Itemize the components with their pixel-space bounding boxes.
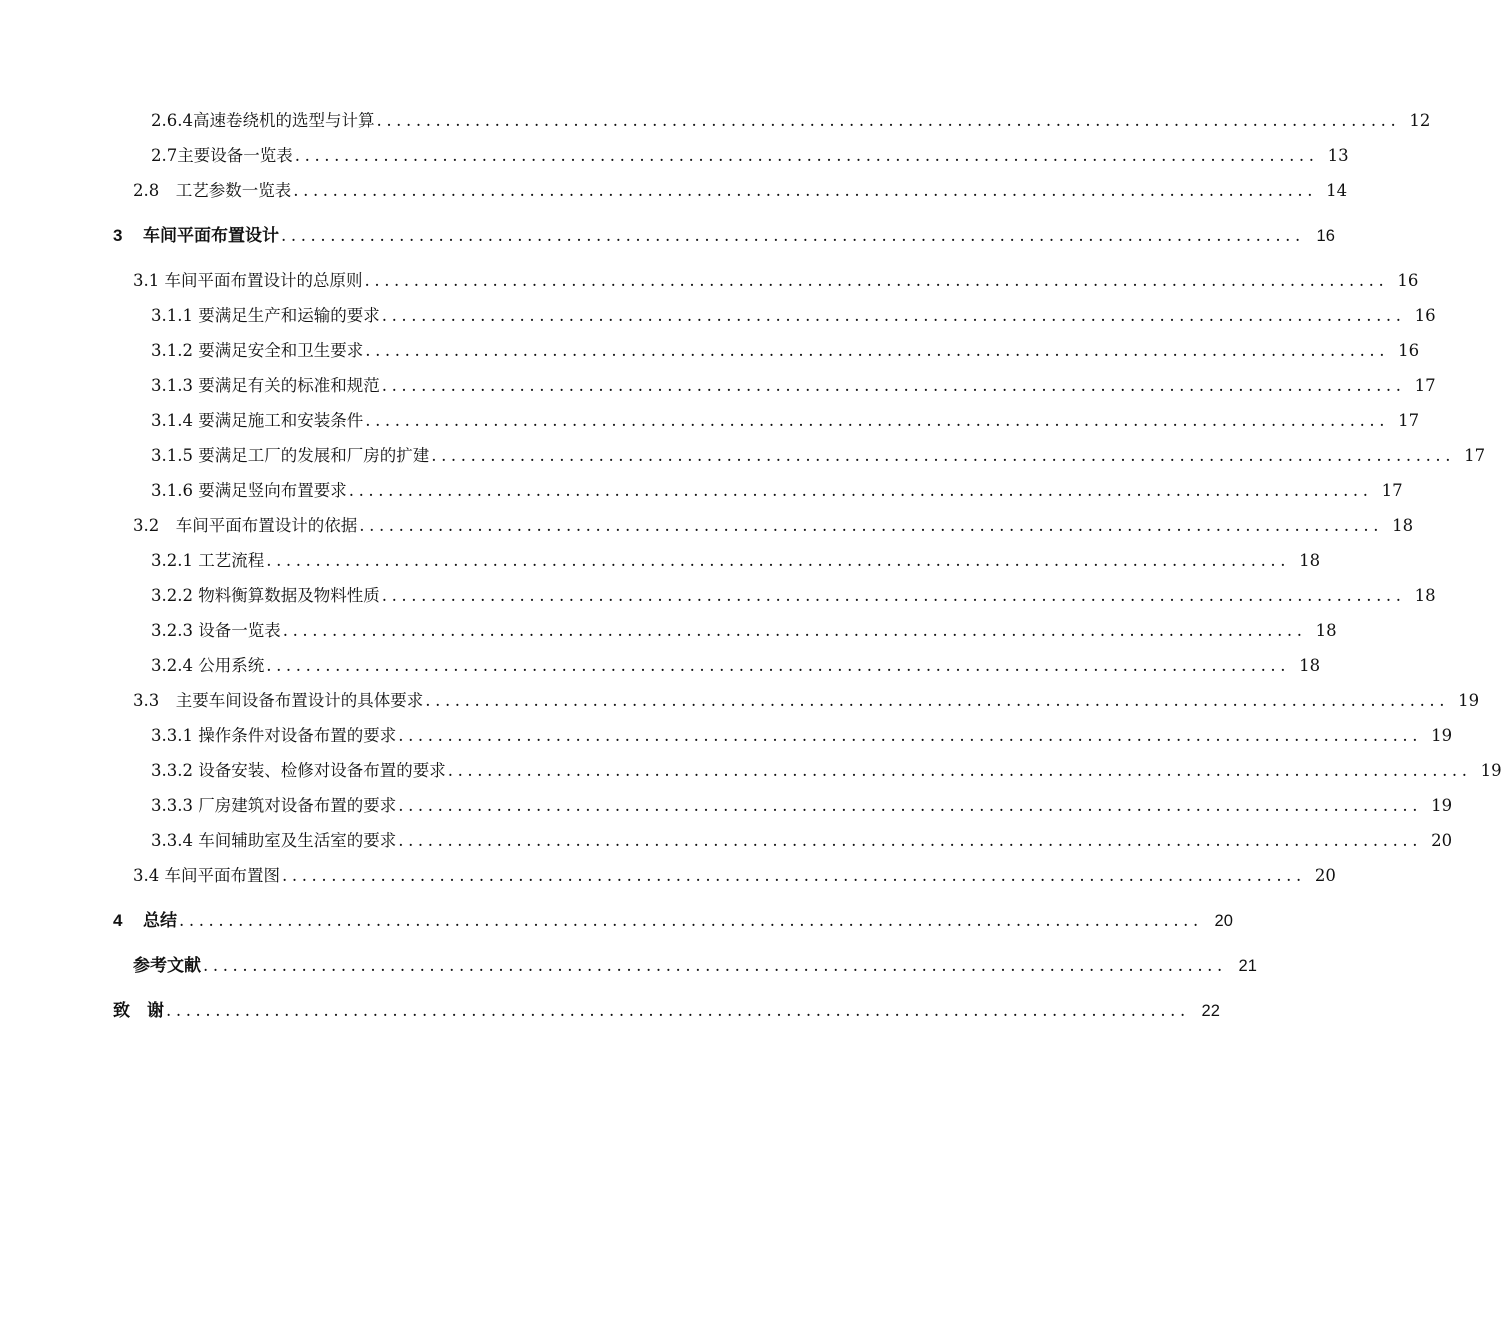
toc-entry-page: 19: [1480, 761, 1502, 780]
toc-entry-page: 14: [1326, 181, 1348, 200]
toc-entry-page: 19: [1431, 726, 1453, 745]
toc-entry-3-1-6[interactable]: [0, 476, 1403, 502]
toc-entry-page: 20: [1214, 912, 1233, 930]
toc-leader-dots: ........................................................................................................: [294, 146, 1319, 165]
toc-entry-acknowledgements[interactable]: [0, 996, 1220, 1022]
toc-entry-label: 3.3.2 设备安装、检修对设备布置的要求: [151, 761, 446, 780]
toc-entry-3-1-5[interactable]: [0, 441, 1486, 467]
toc-leader-dots: ........................................................................................................: [381, 376, 1406, 395]
toc-leader-dots: ........................................................................................................: [447, 761, 1472, 780]
toc-entry-chapter-3[interactable]: [0, 221, 1335, 247]
toc-entry-label: [113, 910, 179, 932]
toc-entry-label: [113, 225, 281, 247]
toc-entry-3-1[interactable]: [0, 266, 1419, 292]
toc-entry-label: 3.1.6 要满足竖向布置要求: [151, 481, 347, 500]
toc-leader-dots: ........................................................................................................: [376, 111, 1401, 130]
toc-entry-page: 19: [1431, 796, 1453, 815]
toc-leader-dots: ........................................................................................................: [431, 446, 1456, 465]
toc-entry-page: 21: [1238, 957, 1257, 975]
toc-entry-label: 致 谢: [113, 1001, 164, 1020]
toc-entry-label: 3.1.4 要满足施工和安装条件: [151, 411, 364, 430]
toc-entry-3-3-3[interactable]: [0, 791, 1453, 817]
toc-entry-label: 3.1.1 要满足生产和运输的要求: [151, 306, 380, 325]
toc-leader-dots: ........................................................................................................: [266, 551, 1291, 570]
toc-entry-page: 22: [1201, 1002, 1220, 1020]
toc-entry-page: 19: [1458, 691, 1480, 710]
toc-entry-page: 16: [1398, 341, 1420, 360]
toc-entry-3-2-3[interactable]: [0, 616, 1337, 642]
toc-leader-dots: ........................................................................................................: [166, 1001, 1190, 1020]
toc-entry-page: 16: [1414, 306, 1436, 325]
toc-leader-dots: ........................................................................................................: [381, 586, 1406, 605]
toc-entry-chapter-4[interactable]: [0, 906, 1233, 932]
toc-leader-dots: ........................................................................................................: [348, 481, 1373, 500]
toc-entry-page: 17: [1464, 446, 1486, 465]
toc-leader-dots: ........................................................................................................: [365, 411, 1390, 430]
toc-entry-label: 2.7主要设备一览表: [151, 146, 293, 165]
toc-leader-dots: ........................................................................................................: [282, 621, 1307, 640]
toc-leader-dots: ........................................................................................................: [365, 341, 1390, 360]
toc-leader-dots: ........................................................................................................: [293, 181, 1318, 200]
toc-entry-label: 2.8 工艺参数一览表: [133, 181, 292, 200]
toc-entry-label: 3.2.3 设备一览表: [151, 621, 281, 640]
toc-entry-label: 3.1.3 要满足有关的标准和规范: [151, 376, 380, 395]
toc-leader-dots: ........................................................................................................: [266, 656, 1291, 675]
toc-leader-dots: ........................................................................................................: [359, 516, 1384, 535]
toc-entry-2-6-4[interactable]: [0, 106, 1431, 132]
toc-chapter-number: 3: [113, 226, 123, 245]
toc-entry-3-3-2[interactable]: [0, 756, 1502, 782]
toc-leader-dots: ........................................................................................................: [281, 226, 1305, 245]
toc-entry-3-4[interactable]: [0, 861, 1336, 887]
toc-entry-label: 3.2 车间平面布置设计的依据: [133, 516, 358, 535]
toc-entry-label: 3.2.2 物料衡算数据及物料性质: [151, 586, 380, 605]
toc-entry-page: 18: [1299, 551, 1321, 570]
toc-leader-dots: ........................................................................................................: [364, 271, 1389, 290]
toc-entry-references[interactable]: [0, 951, 1257, 977]
toc-entry-label: 3.3.1 操作条件对设备布置的要求: [151, 726, 397, 745]
toc-entry-label: 3.3.3 厂房建筑对设备布置的要求: [151, 796, 397, 815]
toc-entry-page: 18: [1299, 656, 1321, 675]
toc-entry-3-1-1[interactable]: [0, 301, 1436, 327]
toc-entry-label: 3.1.5 要满足工厂的发展和厂房的扩建: [151, 446, 430, 465]
toc-entry-label: 3.3.4 车间辅助室及生活室的要求: [151, 831, 397, 850]
toc-entry-3-1-4[interactable]: [0, 406, 1420, 432]
toc-leader-dots: ........................................................................................................: [179, 911, 1203, 930]
toc-entry-page: 18: [1414, 586, 1436, 605]
toc-chapter-title: 车间平面布置设计: [143, 226, 279, 245]
toc-leader-dots: ........................................................................................................: [425, 691, 1450, 710]
toc-entry-page: 12: [1409, 111, 1431, 130]
toc-entry-label: 2.6.4高速卷绕机的选型与计算: [151, 111, 375, 130]
toc-chapter-title: 总结: [143, 911, 177, 930]
toc-leader-dots: ........................................................................................................: [398, 726, 1423, 745]
toc-entry-page: 20: [1314, 866, 1336, 885]
toc-entry-2-8[interactable]: [0, 176, 1348, 202]
toc-entry-3-3-1[interactable]: [0, 721, 1453, 747]
toc-entry-3-3-4[interactable]: [0, 826, 1453, 852]
toc-entry-page: 18: [1392, 516, 1414, 535]
toc-entry-3-2[interactable]: [0, 511, 1414, 537]
toc-entry-page: 20: [1431, 831, 1453, 850]
toc-entry-page: 17: [1398, 411, 1420, 430]
toc-entry-page: 17: [1414, 376, 1436, 395]
toc-entry-2-7[interactable]: [0, 141, 1349, 167]
toc-entry-3-2-2[interactable]: [0, 581, 1436, 607]
toc-entry-3-2-1[interactable]: [0, 546, 1321, 572]
toc-entry-page: 16: [1316, 227, 1335, 245]
toc-entry-page: 17: [1381, 481, 1403, 500]
toc-entry-3-1-2[interactable]: [0, 336, 1420, 362]
toc-entry-page: 13: [1327, 146, 1349, 165]
toc-entry-label: 3.1.2 要满足安全和卫生要求: [151, 341, 364, 360]
toc-leader-dots: ........................................................................................................: [398, 831, 1423, 850]
toc-chapter-number: 4: [113, 911, 123, 930]
toc-leader-dots: ........................................................................................................: [282, 866, 1306, 885]
toc-entry-3-1-3[interactable]: [0, 371, 1436, 397]
toc-leader-dots: ........................................................................................................: [381, 306, 1406, 325]
toc-entry-page: 16: [1397, 271, 1419, 290]
toc-leader-dots: ........................................................................................................: [203, 956, 1227, 975]
toc-entry-3-2-4[interactable]: [0, 651, 1321, 677]
toc-entry-label: 3.4 车间平面布置图: [133, 866, 280, 885]
toc-entry-label: 3.3 主要车间设备布置设计的具体要求: [133, 691, 424, 710]
toc-entry-label: 参考文献: [133, 956, 201, 975]
toc-entry-label: 3.1 车间平面布置设计的总原则: [133, 271, 363, 290]
toc-entry-3-3[interactable]: [0, 686, 1480, 712]
toc-entry-label: 3.2.1 工艺流程: [151, 551, 265, 570]
toc-entry-page: 18: [1315, 621, 1337, 640]
toc-entry-label: 3.2.4 公用系统: [151, 656, 265, 675]
toc-leader-dots: ........................................................................................................: [398, 796, 1423, 815]
